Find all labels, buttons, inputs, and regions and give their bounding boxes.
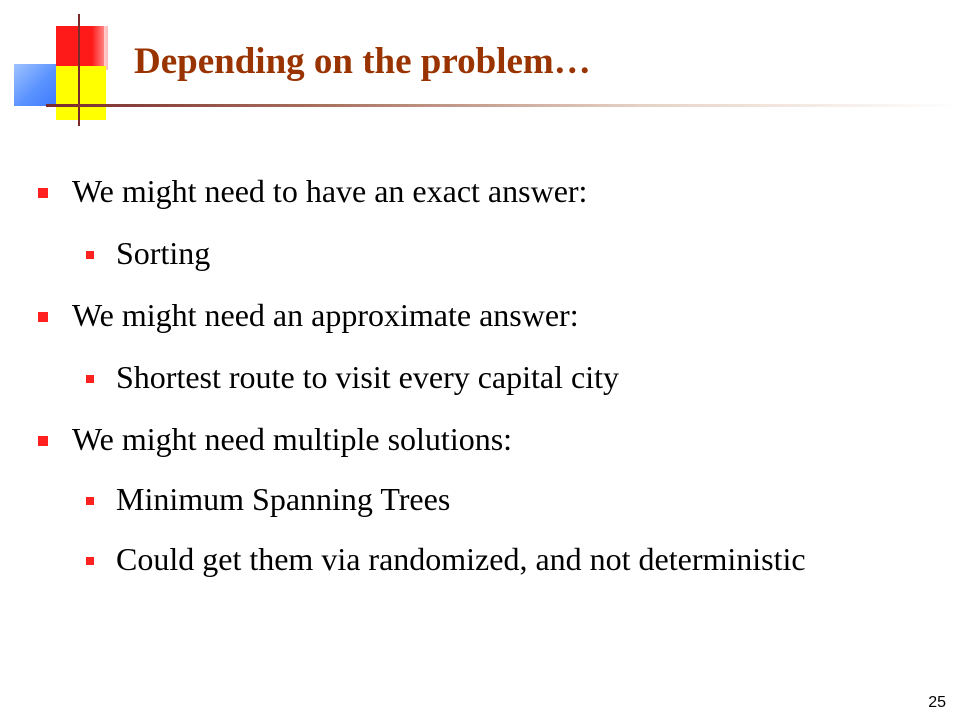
bullet-text: Could get them via randomized, and not deterministic <box>116 541 806 577</box>
bullet-text: We might need to have an exact answer: <box>72 173 588 209</box>
bullet-text: Minimum Spanning Trees <box>116 481 451 517</box>
page-number: 25 <box>928 694 946 711</box>
bullet-marker <box>86 251 94 259</box>
bullet-item <box>38 420 512 458</box>
bullet-marker <box>86 557 94 565</box>
bullet-text: We might need multiple solutions: <box>72 421 513 457</box>
sub-bullet-item <box>86 540 816 578</box>
slide-title: Depending on the problem… <box>134 41 591 82</box>
bullet-item <box>38 296 579 334</box>
decor-yellow-square <box>56 66 106 120</box>
sub-bullet-item <box>86 480 450 518</box>
sub-bullet-item <box>86 358 619 396</box>
bullet-marker <box>38 312 48 322</box>
title-underline <box>46 104 960 107</box>
bullet-item <box>38 172 587 210</box>
bullet-marker <box>86 497 94 505</box>
bullet-marker <box>38 436 48 446</box>
sub-bullet-item <box>86 234 210 272</box>
bullet-text: Shortest route to visit every capital city <box>116 359 619 395</box>
decor-vertical-line <box>78 14 80 126</box>
bullet-marker <box>38 188 48 198</box>
bullet-text: We might need an approximate answer: <box>72 297 579 333</box>
bullet-text: Sorting <box>116 235 211 271</box>
bullet-marker <box>86 375 94 383</box>
decor-red-shade <box>92 26 108 70</box>
